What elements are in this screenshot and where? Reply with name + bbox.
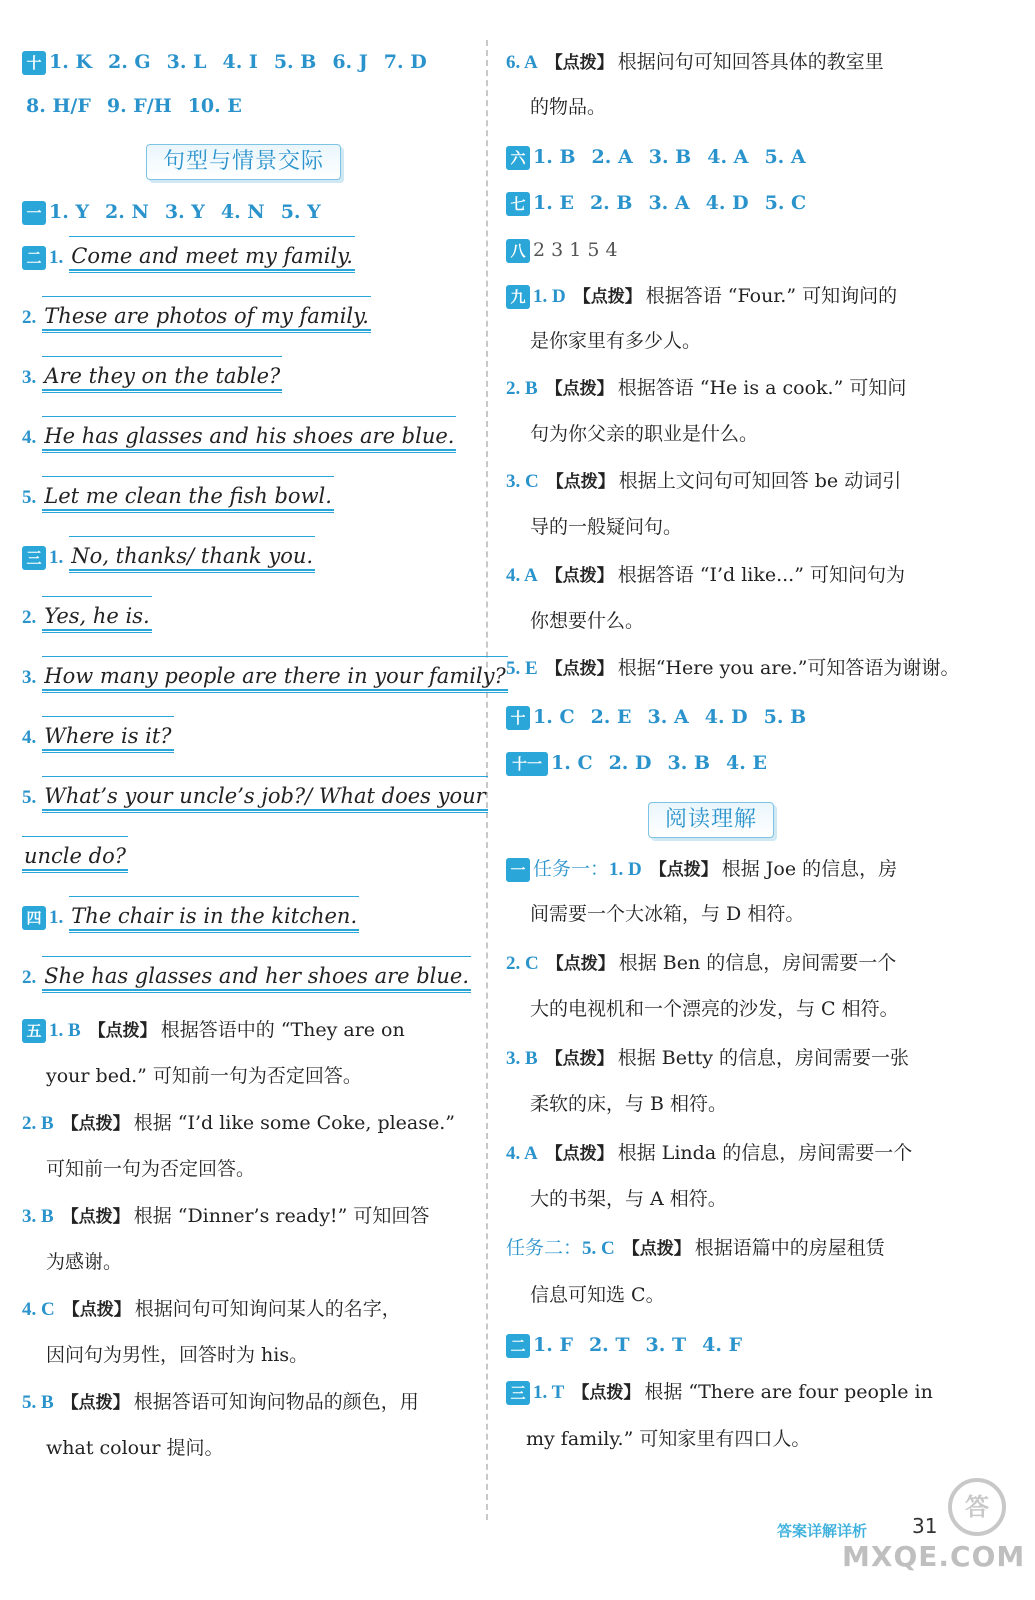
s3-line-2: 2. Yes, he is. bbox=[22, 602, 477, 632]
reading-item-2: 2. C 【点拨】 根据 Ben 的信息，房间需要一个 bbox=[506, 952, 897, 974]
s5-item-1: 五 1. B 【点拨】 根据答语中的 “They are on bbox=[22, 1016, 477, 1045]
reading-item-1: 一 任务一：1. D 【点拨】 根据 Joe 的信息，房 bbox=[506, 855, 976, 884]
s11-answers: 十一 1. C 2. D 3. B 4. E bbox=[506, 749, 976, 777]
r6-item: 6. A 【点拨】 根据问句可知回答具体的教室里 bbox=[506, 51, 884, 73]
s5-item-2: 2. B 【点拨】 根据 “I’d like some Coke, please.” bbox=[22, 1112, 455, 1134]
s10-answers-row2: 8. H/F 9. F/H 10. E bbox=[26, 95, 242, 117]
s4-line-1: 四 1. The chair is in the kitchen. bbox=[22, 902, 477, 932]
s9-item-4: 4. A 【点拨】 根据答语 “I’d like...” 可知问句为 bbox=[506, 564, 905, 586]
s1-answers: 一 1. Y 2. N 3. Y 4. N 5. Y bbox=[22, 198, 477, 226]
watermark-text: MXQE.COM bbox=[842, 1540, 1026, 1573]
section-mark-one: 一 bbox=[22, 201, 46, 225]
s9-item-5: 5. E 【点拨】 根据“Here you are.”可知答语为谢谢。 bbox=[506, 657, 960, 679]
s5-item-4: 4. C 【点拨】 根据问句可知询问某人的名字， bbox=[22, 1298, 401, 1320]
s3-line-1: 三 1. No, thanks/ thank you. bbox=[22, 542, 477, 572]
section-mark-three: 三 bbox=[22, 546, 46, 570]
section-mark-seven: 七 bbox=[506, 192, 530, 216]
section-mark-nine: 九 bbox=[506, 285, 530, 309]
column-divider bbox=[486, 40, 488, 1520]
section-mark-five: 五 bbox=[22, 1019, 46, 1043]
s9-item-2-cont: 句为你父亲的职业是什么。 bbox=[530, 423, 759, 445]
s2-line-4: 4. He has glasses and his shoes are blue. bbox=[22, 422, 477, 452]
s5-item-4-cont: 因问句为男性，回答时为 his。 bbox=[46, 1344, 309, 1366]
section-mark-ten: 十 bbox=[22, 51, 46, 75]
section-title-dialogue: 句型与情景交际 bbox=[146, 144, 341, 180]
s2-line-3: 3. Are they on the table? bbox=[22, 362, 477, 392]
reading-item-5-cont: 信息可知选 C。 bbox=[530, 1284, 665, 1306]
s3-line-5-cont: uncle do? bbox=[22, 842, 477, 871]
s10-answers-row1: 十 1. K 2. G 3. L 4. I 5. B 6. J 7. D bbox=[22, 48, 477, 76]
s3-line-5: 5. What’s your uncle’s job?/ What does your bbox=[22, 782, 477, 812]
s2-line-1: 二 1. Come and meet my family. bbox=[22, 242, 477, 272]
s9-item-1-cont: 是你家里有多少人。 bbox=[530, 330, 702, 352]
s3-line-3: 3. How many people are there in your family? bbox=[22, 662, 477, 692]
s5-item-5-cont: what colour 提问。 bbox=[46, 1437, 224, 1459]
reading-s3-item-1-cont: my family.” 可知家里有四口人。 bbox=[526, 1428, 811, 1450]
s5-item-3-cont: 为感谢。 bbox=[46, 1251, 123, 1273]
section-mark-eleven: 十一 bbox=[506, 752, 548, 776]
s9-item-3: 3. C 【点拨】 根据上文问句可知回答 be 动词引 bbox=[506, 470, 902, 492]
s3-line-4: 4. Where is it? bbox=[22, 722, 477, 752]
reading-item-1-cont: 间需要一个大冰箱，与 D 相符。 bbox=[530, 903, 805, 925]
section-mark-ten-right: 十 bbox=[506, 706, 530, 730]
reading-item-4-cont: 大的书架，与 A 相符。 bbox=[530, 1188, 727, 1210]
s5-item-2-cont: 可知前一句为否定回答。 bbox=[46, 1158, 256, 1180]
section-mark-two: 二 bbox=[22, 246, 46, 270]
r6-item-cont: 的物品。 bbox=[530, 96, 607, 118]
s2-line-2: 2. These are photos of my family. bbox=[22, 302, 477, 332]
s5-item-1-cont: your bed.” 可知前一句为否定回答。 bbox=[46, 1065, 362, 1087]
reading-s3-item-1: 三 1. T 【点拨】 根据 “There are four people in bbox=[506, 1378, 976, 1407]
section-mark-eight: 八 bbox=[506, 239, 530, 263]
reading-item-3-cont: 柔软的床，与 B 相符。 bbox=[530, 1093, 728, 1115]
s9-item-4-cont: 你想要什么。 bbox=[530, 610, 645, 632]
section-mark-two-reading: 二 bbox=[506, 1334, 530, 1358]
page-number: 31 bbox=[912, 1514, 938, 1538]
reading-item-3: 3. B 【点拨】 根据 Betty 的信息，房间需要一张 bbox=[506, 1047, 909, 1069]
reading-s2-answers: 二 1. F 2. T 3. T 4. F bbox=[506, 1331, 976, 1359]
s9-item-2: 2. B 【点拨】 根据答语 “He is a cook.” 可知问 bbox=[506, 377, 907, 399]
s6-answers: 六 1. B 2. A 3. B 4. A 5. A bbox=[506, 143, 976, 171]
footer-brand: 答案详解详析 bbox=[777, 1522, 868, 1540]
section-mark-one-reading: 一 bbox=[506, 858, 530, 882]
section-title-reading: 阅读理解 bbox=[648, 802, 774, 838]
reading-item-5: 任务二：5. C 【点拨】 根据语篇中的房屋租赁 bbox=[506, 1237, 885, 1259]
s9-item-3-cont: 导的一般疑问句。 bbox=[530, 516, 683, 538]
section-mark-six: 六 bbox=[506, 146, 530, 170]
reading-item-2-cont: 大的电视机和一个漂亮的沙发，与 C 相符。 bbox=[530, 998, 899, 1020]
section-mark-three-reading: 三 bbox=[506, 1381, 530, 1405]
watermark-logo-icon: 答 bbox=[948, 1478, 1006, 1536]
s2-line-5: 5. Let me clean the fish bowl. bbox=[22, 482, 477, 512]
section-mark-four: 四 bbox=[22, 906, 46, 930]
s7-answers: 七 1. E 2. B 3. A 4. D 5. C bbox=[506, 189, 976, 217]
reading-item-4: 4. A 【点拨】 根据 Linda 的信息，房间需要一个 bbox=[506, 1142, 913, 1164]
s4-line-2: 2. She has glasses and her shoes are blue. bbox=[22, 962, 477, 992]
s10-answers-right: 十 1. C 2. E 3. A 4. D 5. B bbox=[506, 703, 976, 731]
s5-item-5: 5. B 【点拨】 根据答语可知询问物品的颜色，用 bbox=[22, 1391, 419, 1413]
s8-answers: 八 2 3 1 5 4 bbox=[506, 236, 976, 264]
s5-item-3: 3. B 【点拨】 根据 “Dinner’s ready!” 可知回答 bbox=[22, 1205, 430, 1227]
s9-item-1: 九 1. D 【点拨】 根据答语 “Four.” 可知询问的 bbox=[506, 282, 976, 311]
